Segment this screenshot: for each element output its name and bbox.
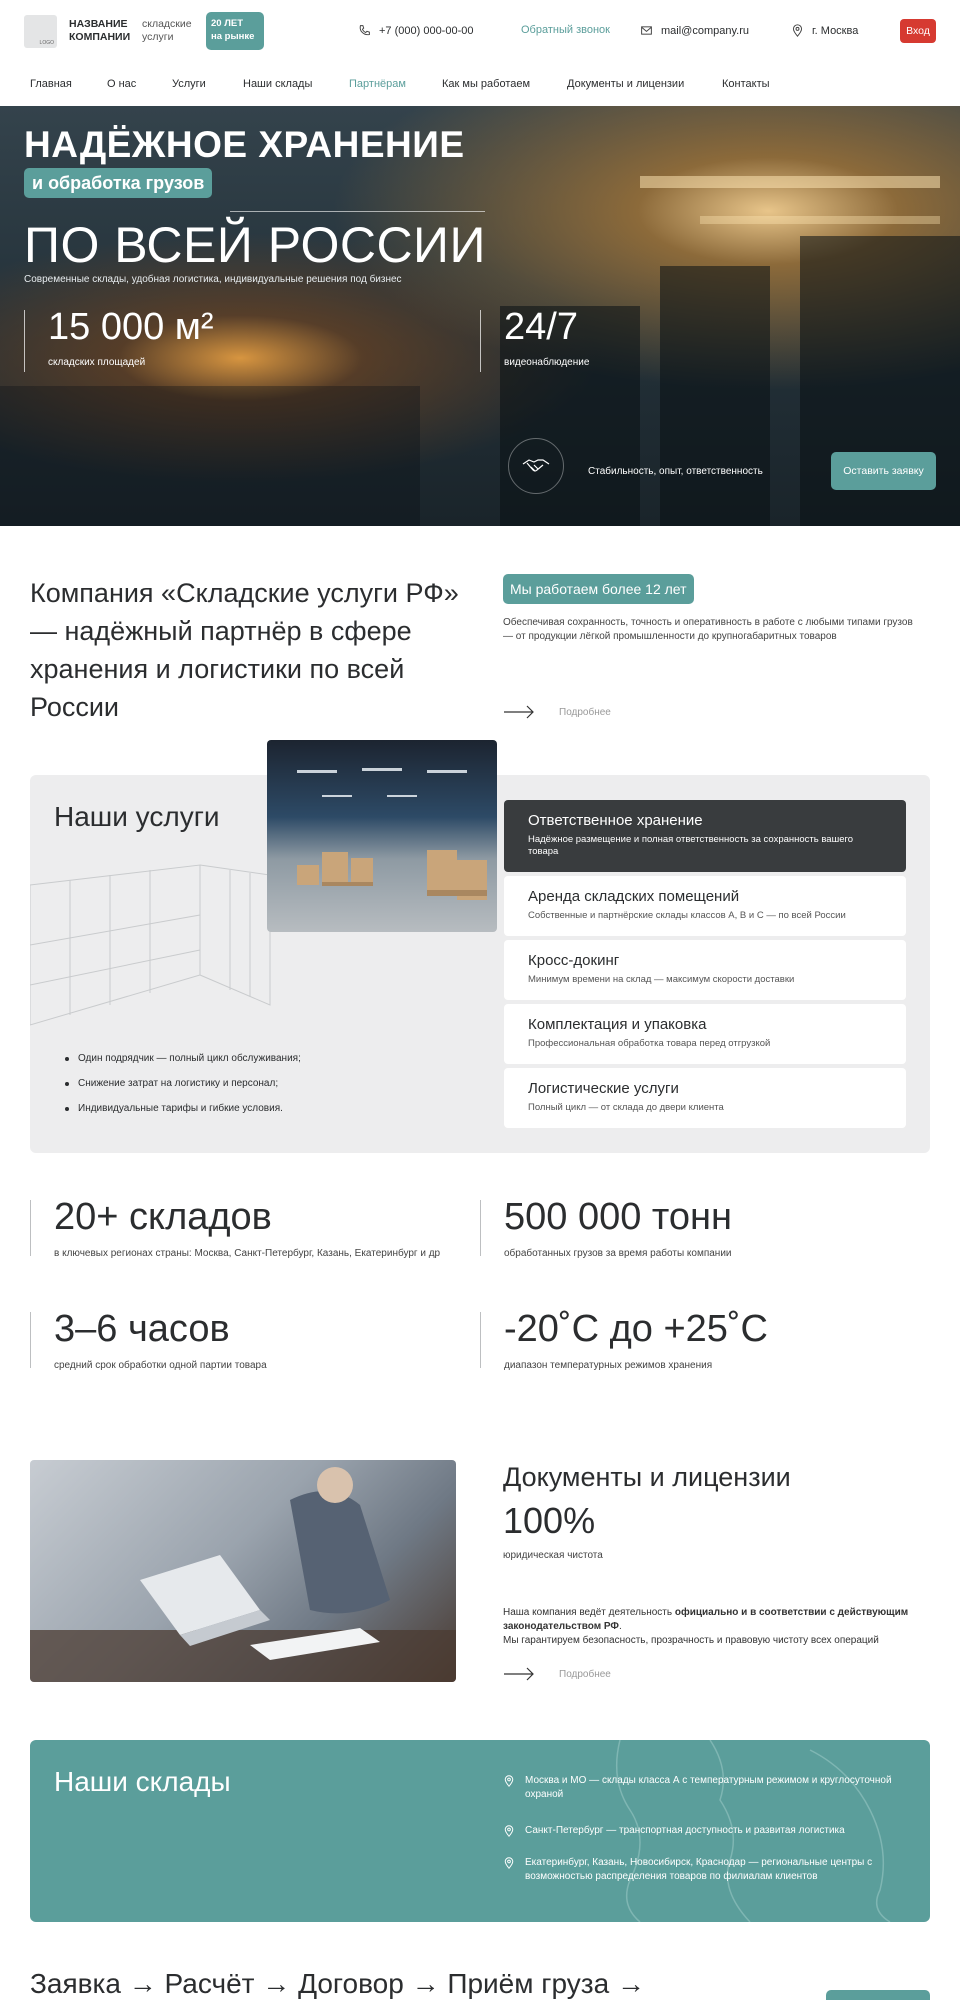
services-bullets [54, 1053, 301, 1128]
documents-text-suffix: . [618, 1621, 622, 1632]
service-card-rent[interactable] [504, 876, 906, 936]
nav-item-warehouses[interactable]: Наши склады [243, 78, 313, 90]
service-card-storage[interactable] [504, 800, 906, 872]
services-bullet: Один подрядчик — полный цикл обслуживания; [54, 1053, 301, 1078]
hero-stat-divider [24, 310, 25, 372]
documents-text [503, 1606, 923, 1648]
documents-more-link[interactable] [503, 1667, 611, 1681]
warehouse-location-text: Москва и МО — склады класса А с температурным режимом и круглосуточной охраной [525, 1775, 892, 1800]
about-text: Обеспечивая сохранность, точность и оперативность в работе с любыми типами грузов — от продукции лёгкой промышленности до крупногабаритных товаров [503, 617, 913, 642]
company-subtitle: складские услуги [142, 18, 192, 43]
about-more-link[interactable] [503, 705, 611, 719]
company-name: НАЗВАНИЕ КОМПАНИИ [69, 18, 131, 43]
process-button[interactable] [826, 1990, 930, 2000]
service-card-packing[interactable] [504, 1004, 906, 1064]
service-card-desc: Собственные и партнёрские склады классов А, В и С — по всей России [528, 910, 846, 921]
service-card-desc: Профессиональная обработка товара перед отгрузкой [528, 1038, 771, 1049]
location-pin-icon [503, 1775, 515, 1787]
documents-percent: 100% [503, 1500, 596, 1541]
city-name: г. Москва [812, 24, 859, 37]
hero-light [700, 216, 940, 224]
service-card-desc: Надёжное размещение и полная ответственность за сохранность вашего товара [528, 834, 854, 857]
years-badge-line1: 20 ЛЕТ [211, 18, 244, 29]
handshake-icon [508, 438, 564, 494]
nav-item-documents[interactable]: Документы и лицензии [567, 78, 685, 90]
login-button[interactable]: Вход [900, 19, 936, 43]
hero-title-line1: НАДЁЖНОЕ ХРАНЕНИЕ [24, 124, 465, 165]
arrow-right-icon [503, 705, 535, 719]
service-card-logistics[interactable] [504, 1068, 906, 1128]
nav-item-home[interactable]: Главная [30, 78, 72, 90]
hero-light [640, 176, 940, 188]
nav-item-how-we-work[interactable]: Как мы работаем [442, 78, 531, 90]
stat-description: средний срок обработки одной партии товара [54, 1360, 267, 1371]
hero-stat-area-label: складских площадей [48, 357, 146, 368]
documents-percent-label: юридическая чистота [503, 1550, 603, 1561]
location-pin-icon [503, 1825, 515, 1837]
about-badge: Мы работаем более 12 лет [503, 574, 694, 604]
years-badge [206, 12, 264, 50]
phone-icon [358, 24, 371, 37]
stat-value: 3–6 часов [54, 1308, 230, 1350]
stat-divider [480, 1200, 481, 1256]
warehouse-location [503, 1856, 903, 1884]
stat-divider [30, 1312, 31, 1368]
email-address: mail@company.ru [661, 24, 749, 37]
phone-link[interactable] [358, 24, 473, 37]
services-bullet: Снижение затрат на логистику и персонал; [54, 1078, 301, 1103]
hero-stat-cctv: 24/7 [504, 306, 578, 348]
hero-stat-cctv-label: видеонаблюдение [504, 357, 590, 368]
mail-icon [640, 24, 653, 37]
callback-link[interactable]: Обратный звонок [521, 24, 610, 36]
city-selector[interactable] [791, 24, 858, 37]
hero-shelf [660, 266, 770, 526]
stat-description: обработанных грузов за время работы компании [504, 1248, 732, 1259]
documents-text-bold: официально и в соответствии с действующим законодательством РФ [503, 1607, 909, 1632]
nav-item-contacts[interactable]: Контакты [722, 78, 770, 90]
nav-item-services[interactable]: Услуги [172, 78, 206, 90]
years-badge-line2: на рынке [211, 31, 255, 42]
hero-stat-divider [480, 310, 481, 372]
about-title: Компания «Складские услуги РФ» — надёжный партнёр в сфере хранения и логистики по всей России [30, 578, 459, 722]
hero-subtitle: Современные склады, удобная логистика, индивидуальные решения под бизнес [24, 274, 402, 285]
stat-description: в ключевых регионах страны: Москва, Санкт-Петербург, Казань, Екатеринбург и др [54, 1248, 441, 1259]
services-title: Наши услуги [54, 801, 220, 832]
stat-divider [480, 1312, 481, 1368]
services-bullet: Индивидуальные тарифы и гибкие условия. [54, 1103, 301, 1128]
hero-stat-area: 15 000 м² [48, 306, 214, 348]
company-logo[interactable] [24, 15, 57, 48]
hero-divider [230, 211, 485, 212]
stat-value: -20˚С до +25˚С [504, 1308, 768, 1350]
hero-banner [0, 106, 960, 526]
warehouses-title: Наши склады [54, 1766, 231, 1797]
service-card-title: Кросс-докинг [528, 952, 620, 969]
logo-text: LOGO [39, 40, 54, 46]
main-nav [0, 62, 960, 106]
location-pin-icon [791, 24, 804, 37]
stat-description: диапазон температурных режимов хранения [504, 1360, 713, 1371]
documents-text-line2: Мы гарантируем безопасность, прозрачность и правовую чистоту всех операций [503, 1635, 879, 1646]
location-pin-icon [503, 1857, 515, 1869]
service-card-title: Комплектация и упаковка [528, 1016, 707, 1033]
documents-photo [30, 1460, 456, 1682]
email-link[interactable] [640, 24, 749, 37]
nav-item-partners[interactable]: Партнёрам [349, 78, 406, 90]
process-title: Заявка → Расчёт → Договор → Приём груза → [30, 1968, 645, 1999]
nav-item-about[interactable]: О нас [107, 78, 137, 90]
service-card-title: Аренда складских помещений [528, 888, 740, 905]
top-header [0, 0, 960, 62]
warehouse-location-text: Екатеринбург, Казань, Новосибирск, Краснодар — региональные центры с возможностью распределения товаров по филиалам клиентов [525, 1857, 873, 1882]
stat-divider [30, 1200, 31, 1256]
hero-tagline: Стабильность, опыт, ответственность [588, 466, 763, 477]
hero-title-line2: ПО ВСЕЙ РОССИИ [24, 217, 486, 273]
warehouses-section [30, 1740, 930, 1922]
hero-pill: и обработка грузов [24, 168, 212, 198]
service-card-desc: Минимум времени на склад — максимум скорости доставки [528, 974, 795, 985]
service-card-cross-docking[interactable] [504, 940, 906, 1000]
warehouse-location [503, 1774, 903, 1802]
stat-value: 20+ складов [54, 1196, 272, 1238]
phone-number: +7 (000) 000-00-00 [379, 24, 474, 37]
documents-more-label: Подробнее [559, 1668, 611, 1680]
documents-text-prefix: Наша компания ведёт деятельность [503, 1607, 675, 1618]
stat-value: 500 000 тонн [504, 1196, 732, 1238]
warehouse-photo [267, 740, 497, 932]
leave-request-button[interactable]: Оставить заявку [831, 452, 936, 490]
about-more-label: Подробнее [559, 706, 611, 718]
hero-shelf [0, 386, 420, 526]
service-card-desc: Полный цикл — от склада до двери клиента [528, 1102, 724, 1113]
warehouse-location [503, 1824, 903, 1838]
warehouse-location-text: Санкт-Петербург — транспортная доступность и развитая логистика [525, 1825, 845, 1836]
service-card-title: Ответственное хранение [528, 812, 703, 829]
documents-title: Документы и лицензии [503, 1462, 791, 1492]
arrow-right-icon [503, 1667, 535, 1681]
service-card-title: Логистические услуги [528, 1080, 679, 1097]
